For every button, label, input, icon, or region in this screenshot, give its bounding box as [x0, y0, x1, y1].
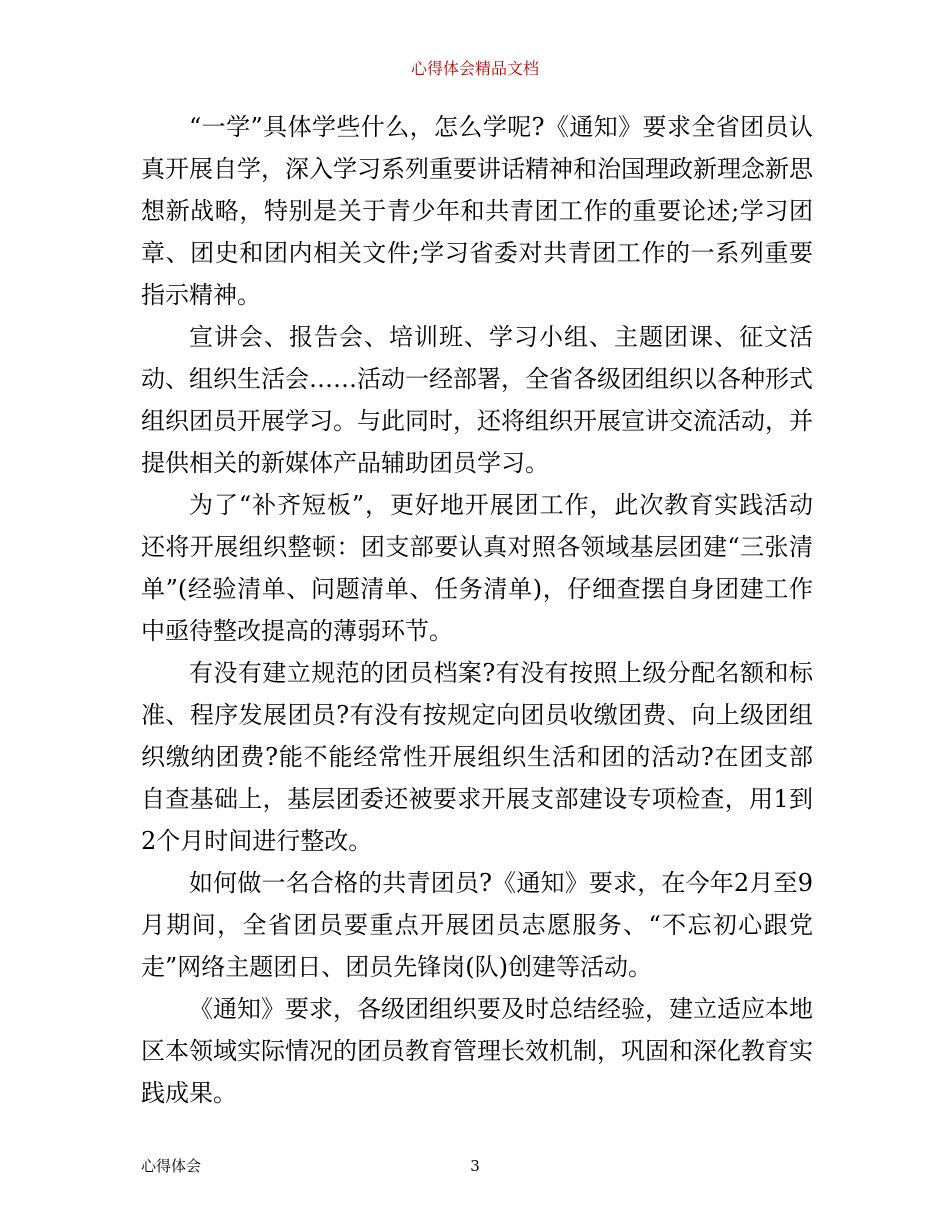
footer-label: 心得体会	[141, 1157, 202, 1175]
document-body	[141, 106, 813, 1114]
page-header-title: 心得体会精品文档	[410, 59, 539, 78]
paragraph: 为了“补齐短板”，更好地开展团工作，此次教育实践活动还将开展组织整顿：团支部要认真对照各领域基层团建“三张清单”(经验清单、问题清单、任务清单)，仔细查摆自身团建工作中亟待整改提高的薄弱环节。	[141, 491, 813, 645]
paragraph: 宣讲会、报告会、培训班、学习小组、主题团课、征文活动、组织生活会……活动一经部署，全省各级团组织以各种形式组织团员开展学习。与此同时，还将组织开展宣讲交流活动，并提供相关的新媒体产品辅助团员学习。	[141, 323, 813, 477]
paragraph: 《通知》要求，各级团组织要及时总结经验，建立适应本地区本领域实际情况的团员教育管理长效机制，巩固和深化教育实践成果。	[141, 995, 813, 1107]
paragraph: “一学”具体学些什么，怎么学呢?《通知》要求全省团员认真开展自学，深入学习系列重要讲话精神和治国理政新理念新思想新战略，特别是关于青少年和共青团工作的重要论述;学习团章、团史和团内相关文件;学习省委对共青团工作的一系列重要指示精神。	[141, 113, 813, 309]
paragraph: 如何做一名合格的共青团员?《通知》要求，在今年2月至9月期间，全省团员要重点开展团员志愿服务、“不忘初心跟党走”网络主题团日、团员先锋岗(队)创建等活动。	[141, 869, 813, 981]
paragraph: 有没有建立规范的团员档案?有没有按照上级分配名额和标准、程序发展团员?有没有按规定向团员收缴团费、向上级团组织缴纳团费?能不能经常性开展组织生活和团的活动?在团支部自查基础上，基层团委还被要求开展支部建设专项检查，用1到2个月时间进行整改。	[141, 659, 813, 855]
page-number: 3	[470, 1157, 480, 1175]
